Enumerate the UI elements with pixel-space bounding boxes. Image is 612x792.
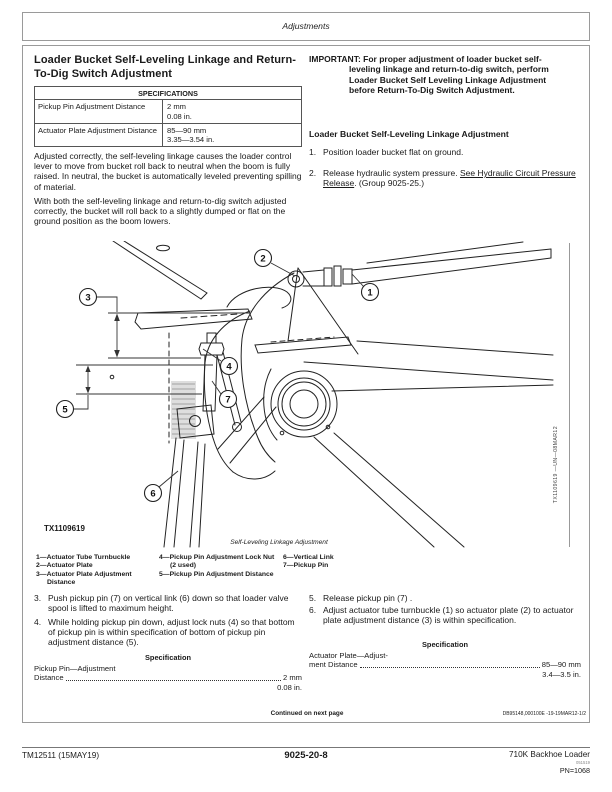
spec-label: Pickup Pin Adjustment Distance [38,102,146,112]
step-number: 1. [309,147,317,157]
table-row [35,123,301,147]
important-text: For proper adjustment of loader bucket self-leveling linkage and return-to-dig switch, perform Loader Bucket Self Leveling Linkage Adjustment before Return-To-Dig Switch Adjustment. [349,54,549,96]
spec-label: Actuator Plate Adjustment Distance [38,125,158,135]
step-text: Release pickup pin (7) . [323,593,413,603]
step-number: 3. [34,593,42,603]
figure-legend-column [159,554,281,579]
procedure-step [309,168,581,188]
article-title: Loader Bucket Self-Leveling Linkage and Return-To-Dig Switch Adjustment [34,54,297,80]
footer-page-number: 9025-20-8 [284,750,328,761]
spec-value [162,100,301,123]
continued-notice: Continued on next page [270,710,344,717]
running-header-title: Adjustments [282,21,330,31]
procedure-step [309,147,581,157]
procedure-step [309,605,581,625]
specifications-table [34,86,302,147]
specification-value-imperial: 3.4—3.5 in. [542,669,581,679]
footer-pn-number: PN=1068 [559,766,590,775]
legend-item: 1—Actuator Tube Turnbuckle [36,554,131,561]
specification-value-imperial: 0.08 in. [277,682,302,692]
step-text: While holding pickup pin down, adjust lock nuts (4) so that bottom of pickup pin is within specification of bottom of pickup pin adjustment distance (5). [48,617,295,648]
footer-rule [22,747,590,748]
step-number: 4. [34,617,42,627]
table-row [35,99,301,123]
step-number: 2. [309,168,317,178]
linkage-figure-drawing [31,241,576,549]
paragraph: With both the self-leveling linkage and return-to-dig switch adjusted correctly, the bucket will roll back to a slightly dumped or flat on the ground position as the boom lowers. [34,196,287,227]
callout-3: 3 [85,292,91,304]
specification-heading: Specification [422,640,468,649]
footer-model-name: 710K Backhoe Loader [508,750,590,759]
spec-value-imperial: 3.35—3.54 in. [167,135,215,145]
callout-4: 4 [226,361,232,373]
step-text: Push pickup pin (7) on vertical link (6) down so that loader valve spool is lifted to maximum height. [48,593,289,614]
linkage-figure [31,241,576,549]
legend-item: 5—Pickup Pin Adjustment Distance [159,570,274,578]
figure-id-label: TX1109619 [44,524,85,533]
figure-legend-column [36,554,158,588]
callout-5: 5 [62,404,68,416]
callout-7: 7 [225,394,231,406]
figure-legend-column [283,554,393,571]
callout-1: 1 [367,287,373,299]
specification-block [309,640,581,679]
figure-side-label: TX1109619 —UN—08MAR12 [553,426,559,504]
document-reference-code: DB95148,000100E -19-19MAR12-1/2 [502,711,586,717]
specification-label: ment Distance [309,660,358,669]
content-box [22,45,590,723]
specification-heading: Specification [145,653,191,662]
specification-block [34,653,302,692]
spring-hatch [171,381,196,439]
legend-item: 7—Pickup Pin [283,562,329,570]
procedure-step [34,617,302,648]
specification-label: Distance [34,673,64,682]
step-text: . (Group 9025-25.) [354,178,425,189]
figure-caption: Self-Leveling Linkage Adjustment [230,539,328,546]
legend-item: 2—Actuator Plate [36,562,93,570]
important-label: IMPORTANT: [309,54,361,64]
paragraph: Adjusted correctly, the self-leveling linkage causes the loader control lever to move from bucket roll back to neutral when the boom is fully raised. In neutral, the bucket is automatically leveled preventing spilling of material. [34,151,302,192]
legend-item: 6—Vertical Link [283,554,334,561]
step-text: Adjust actuator tube turnbuckle (1) so actuator plate (2) to actuator plate adjustment distance (3) is within specification. [323,605,574,626]
spec-value-metric: 2 mm [167,102,186,112]
running-header-box [22,12,590,41]
dimension-arrowheads [85,314,119,394]
dot-leader [66,680,281,681]
cross-reference-link[interactable]: See Hydraulic Circuit Pressure Release [323,168,576,189]
important-notice [309,54,555,96]
step-text: Release hydraulic system pressure. [323,168,461,178]
spec-table-header: SPECIFICATIONS [138,89,198,98]
spec-value-metric: 85—90 mm [167,125,207,135]
callout-6: 6 [150,488,156,500]
footer-manual-number: TM12511 (15MAY19) [22,751,100,760]
section-heading: Loader Bucket Self-Leveling Linkage Adjustment [309,129,509,139]
procedure-step [309,593,581,603]
specification-dotted-row [309,660,581,670]
legend-item: 3—Actuator Plate Adjustment Distance [36,570,132,587]
step-number: 5. [309,593,317,603]
spec-value-imperial: 0.08 in. [167,111,192,121]
specification-line: Actuator Plate—Adjust- [309,650,388,660]
specification-dotted-row [34,673,302,683]
specification-value: 2 mm [283,673,302,682]
legend-item: 4—Pickup Pin Adjustment Lock Nut (2 used) [159,554,275,570]
procedure-step [34,593,302,613]
dot-leader [360,667,540,668]
footer-print-code: 051519 [576,760,590,765]
callout-2: 2 [260,253,266,265]
step-number: 6. [309,605,317,615]
spec-value [162,124,301,147]
figure-callouts [57,250,379,502]
step-text: Position loader bucket flat on ground. [323,147,464,157]
specification-value: 85—90 mm [541,660,581,669]
specification-line: Pickup Pin—Adjustment [34,663,116,673]
